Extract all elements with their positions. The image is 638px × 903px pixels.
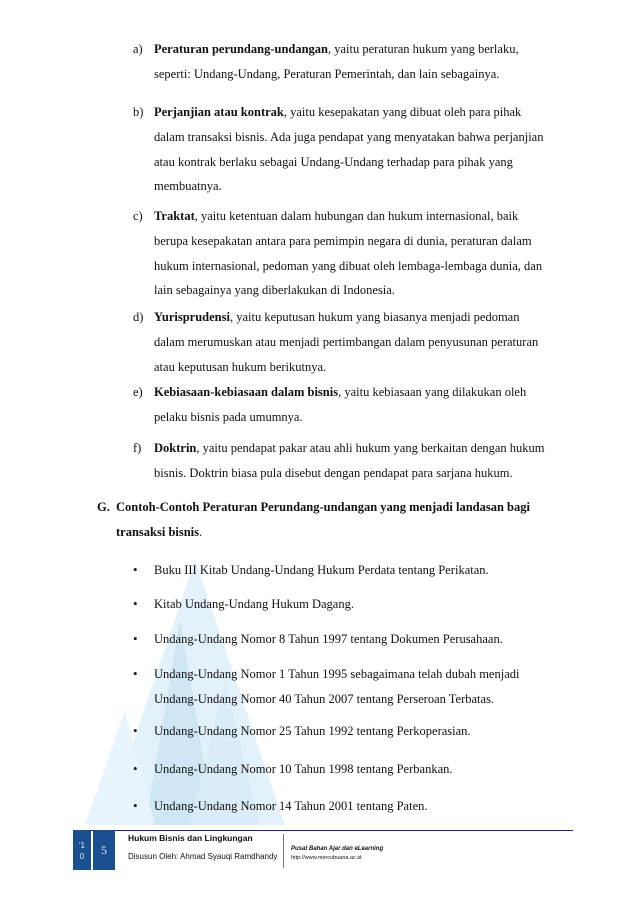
item-letter: d) bbox=[133, 310, 144, 324]
bullet-item bbox=[133, 757, 573, 782]
item-line: , yaitu pendapat pakar atau ahli hukum yang berkaitan dengan hukum bbox=[196, 441, 545, 455]
list-item-f bbox=[133, 436, 573, 486]
page-number: 5 bbox=[93, 830, 115, 870]
bullet-text: Undang-Undang Nomor 1 Tahun 1995 sebagaimana telah dubah menjadi bbox=[154, 667, 520, 681]
bullet-text: Undang-Undang Nomor 40 Tahun 2007 tentang Perseroan Terbatas. bbox=[154, 691, 495, 706]
heading-line-2: transaksi bisnis bbox=[116, 525, 200, 539]
bullet-icon: • bbox=[133, 666, 138, 681]
page-footer bbox=[73, 830, 573, 870]
list-item-d bbox=[133, 305, 573, 379]
item-line: , yaitu ketentuan dalam hubungan dan hukum internasional, baik bbox=[194, 209, 519, 223]
bullet-item bbox=[133, 558, 573, 583]
item-term: Doktrin bbox=[154, 441, 197, 455]
item-line: , yaitu kesepakatan yang dibuat oleh para pihak bbox=[283, 105, 522, 119]
item-line: hukum internasional, pedoman yang dibuat oleh lembaga-lembaga dunia, dan bbox=[154, 258, 543, 273]
section-heading-g bbox=[97, 495, 567, 545]
item-line: dalam transaksi bisnis. Ada juga pendapat yang menyatakan bahwa perjanjian bbox=[154, 129, 544, 144]
item-line: , yaitu keputusan hukum yang biasanya menjadi pedoman bbox=[229, 310, 520, 324]
item-term: Kebiasaan-kebiasaan dalam bisnis bbox=[154, 385, 339, 399]
list-item-a bbox=[133, 37, 573, 87]
item-line: atau keputusan hukum berikutnya. bbox=[154, 359, 327, 374]
list-item-b bbox=[133, 100, 573, 199]
footer-side-mark: '1 0 bbox=[73, 830, 91, 870]
heading-period: . bbox=[199, 525, 203, 539]
item-letter: c) bbox=[133, 209, 143, 223]
footer-course-title: Hukum Bisnis dan Lingkungan bbox=[128, 833, 253, 843]
bullet-icon: • bbox=[133, 761, 138, 776]
item-letter: f) bbox=[133, 441, 142, 455]
item-line: pelaku bisnis pada umumnya. bbox=[154, 409, 303, 424]
bullet-icon: • bbox=[133, 723, 138, 738]
item-letter: b) bbox=[133, 105, 144, 119]
footer-author: Disusun Oleh: Ahmad Syauqi Ramdhandy bbox=[128, 852, 278, 861]
list-item-e bbox=[133, 380, 573, 430]
item-letter: a) bbox=[133, 42, 143, 56]
item-term: Traktat bbox=[154, 209, 195, 223]
bullet-item bbox=[133, 592, 573, 617]
item-line: bisnis. Doktrin biasa pula disebut dengan pendapat para sarjana hukum. bbox=[154, 465, 513, 480]
item-term: Yurisprudensi bbox=[154, 310, 230, 324]
footer-center-name: Pusat Bahan Ajar dan eLearning bbox=[291, 846, 384, 852]
bullet-item bbox=[133, 794, 573, 819]
bullet-text: Buku III Kitab Undang-Undang Hukum Perdata tentang Perikatan. bbox=[154, 563, 489, 577]
heading-line-1: Contoh-Contoh Peraturan Perundang-undangan yang menjadi landasan bagi bbox=[116, 500, 530, 514]
list-item-c bbox=[133, 204, 573, 303]
bullet-item bbox=[133, 719, 573, 744]
item-line: membuatnya. bbox=[154, 179, 222, 194]
bullet-text: Undang-Undang Nomor 14 Tahun 2001 tentang Paten. bbox=[154, 799, 428, 813]
bullet-text: Undang-Undang Nomor 10 Tahun 1998 tentang Perbankan. bbox=[154, 762, 453, 776]
heading-letter: G. bbox=[97, 500, 110, 514]
footer-divider bbox=[283, 834, 284, 868]
bullet-text: Undang-Undang Nomor 8 Tahun 1997 tentang Dokumen Perusahaan. bbox=[154, 632, 503, 646]
item-letter: e) bbox=[133, 385, 143, 399]
bullet-item bbox=[133, 662, 573, 712]
bullet-item bbox=[133, 627, 573, 652]
bullet-icon: • bbox=[133, 631, 138, 646]
item-term: Peraturan perundang-undangan bbox=[154, 42, 328, 56]
bullet-icon: • bbox=[133, 596, 138, 611]
item-line: , yaitu peraturan hukum yang berlaku, bbox=[328, 42, 519, 56]
item-line: berupa kesepakatan antara para pemimpin negara di dunia, peraturan dalam bbox=[154, 233, 532, 248]
item-line: dalam merumuskan atau menjadi pertimbangan dalam penyusunan peraturan bbox=[154, 334, 539, 349]
bullet-text: Kitab Undang-Undang Hukum Dagang. bbox=[154, 597, 354, 611]
item-line: atau kontrak berlaku sebagai Undang-Undang terhadap para pihak yang bbox=[154, 154, 513, 169]
footer-rule bbox=[73, 830, 573, 831]
item-line: , yaitu kebiasaan yang dilakukan oleh bbox=[338, 385, 527, 399]
bullet-icon: • bbox=[133, 798, 138, 813]
item-term: Perjanjian atau kontrak bbox=[154, 105, 284, 119]
footer-url: http://www.mercubuana.ac.id bbox=[291, 855, 362, 861]
item-line: seperti: Undang-Undang, Peraturan Pemerintah, dan lain sebagainya. bbox=[154, 66, 500, 81]
bullet-text: Undang-Undang Nomor 25 Tahun 1992 tentang Perkoperasian. bbox=[154, 724, 471, 738]
item-line: lain sebagainya yang diberlakukan di Indonesia. bbox=[154, 283, 395, 298]
bullet-icon: • bbox=[133, 562, 138, 577]
